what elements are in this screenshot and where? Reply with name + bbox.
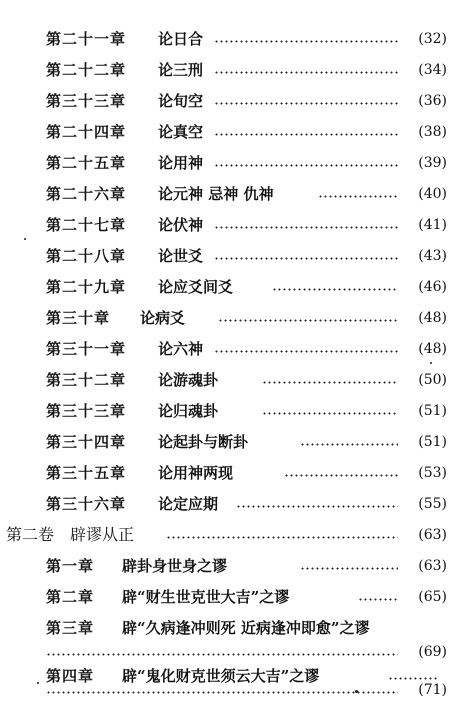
- chapter-title: 论三刑: [158, 61, 204, 79]
- chapter-title: 论游魂卦: [158, 371, 219, 389]
- chapter-title: 辟卦身世身之谬: [122, 557, 228, 575]
- toc-row: [0, 551, 469, 575]
- chapter-number: 第三十五章: [46, 464, 127, 482]
- page-number: (53): [418, 465, 447, 481]
- chapter-title: 辟“财生世克世大吉”之谬: [122, 588, 290, 606]
- chapter-title: 论六神: [158, 340, 204, 358]
- toc-row: [0, 117, 469, 141]
- chapter-number: 第二十二章: [46, 61, 127, 79]
- chapter-number: 第二十八章: [46, 247, 127, 265]
- dot-leader: [214, 350, 398, 353]
- chapter-number: 第二十五章: [46, 154, 127, 172]
- dot-leader: [262, 412, 398, 415]
- dot-leader: [272, 288, 398, 291]
- page-number: (41): [418, 217, 447, 233]
- toc-row: [0, 24, 469, 48]
- dot-leader: [236, 505, 398, 508]
- page-number: (55): [418, 496, 447, 512]
- toc-row-continuation: [0, 637, 469, 661]
- toc-row: [0, 179, 469, 203]
- page-number: (32): [418, 31, 447, 47]
- page-number: (65): [418, 589, 447, 605]
- chapter-title: 论用神两现: [158, 464, 234, 482]
- toc-row: [0, 303, 469, 327]
- chapter-title: 论元神 忌神 仇神: [158, 185, 274, 203]
- chapter-title: 论旬空: [158, 92, 204, 110]
- toc-row: [0, 55, 469, 79]
- page-number: (71): [418, 682, 447, 698]
- scan-speck: [24, 238, 26, 240]
- dot-leader: [318, 195, 398, 198]
- dot-leader: [214, 102, 398, 105]
- dot-leader: [214, 226, 398, 229]
- dot-leader: [214, 164, 398, 167]
- chapter-number: 第四章: [46, 667, 95, 685]
- scan-speck: [355, 690, 358, 693]
- dot-leader: [218, 319, 398, 322]
- volume-heading: [0, 520, 469, 544]
- toc-row: [0, 365, 469, 389]
- scan-speck: [37, 682, 39, 684]
- chapter-title: 辟“久病逢冲则死 近病逢冲即愈”之谬: [122, 619, 370, 637]
- page-number: (48): [418, 310, 447, 326]
- dot-leader: [358, 598, 398, 601]
- chapter-title: 论病爻: [140, 309, 186, 327]
- chapter-number: 第二十六章: [46, 185, 127, 203]
- chapter-number: 第二十一章: [46, 30, 127, 48]
- chapter-title: 论世爻: [158, 247, 204, 265]
- chapter-number: 第三十三章: [46, 92, 127, 110]
- chapter-number: 第三十四章: [46, 433, 127, 451]
- page-number: (40): [418, 186, 447, 202]
- page-number: (63): [418, 558, 447, 574]
- toc-row: [0, 458, 469, 482]
- dot-leader: [214, 133, 398, 136]
- dot-leader: [214, 257, 398, 260]
- page-number: (69): [418, 644, 447, 660]
- chapter-number: 第三十六章: [46, 495, 127, 513]
- page-number: (51): [418, 434, 447, 450]
- volume-title: 第二卷 辟谬从正: [6, 525, 135, 544]
- chapter-title: 论日合: [158, 30, 204, 48]
- chapter-title: 论应爻间爻: [158, 278, 234, 296]
- chapter-title: 论真空: [158, 123, 204, 141]
- dot-leader: [214, 71, 398, 74]
- page-number: (48): [418, 341, 447, 357]
- toc-row: [0, 210, 469, 234]
- chapter-number: 第三十一章: [46, 340, 127, 358]
- chapter-title: 论归魂卦: [158, 402, 219, 420]
- toc-row: [0, 272, 469, 296]
- chapter-number: 第二十九章: [46, 278, 127, 296]
- dot-leader: [166, 536, 398, 539]
- chapter-title: 论起卦与断卦: [158, 433, 249, 451]
- chapter-title: 论用神: [158, 154, 204, 172]
- toc-row: [0, 582, 469, 606]
- dot-leader: [284, 474, 398, 477]
- page-number: (50): [418, 372, 447, 388]
- chapter-title: 辟“鬼化财克世须云大吉”之谬: [122, 667, 320, 685]
- page-number: (38): [418, 124, 447, 140]
- toc-row: [0, 148, 469, 172]
- toc-row: [0, 489, 469, 513]
- scan-speck: [430, 362, 432, 364]
- toc-row: [0, 613, 469, 637]
- toc-row: [0, 396, 469, 420]
- chapter-number: 第三十三章: [46, 402, 127, 420]
- chapter-title: 论定应期: [158, 495, 219, 513]
- toc-row: [0, 241, 469, 265]
- page-number: (43): [418, 248, 447, 264]
- chapter-number: 第二章: [46, 588, 95, 606]
- dot-leader: [262, 381, 398, 384]
- dot-leader: [300, 443, 398, 446]
- toc-row: [0, 334, 469, 358]
- chapter-number: 第三十二章: [46, 371, 127, 389]
- dot-leader: [300, 567, 398, 570]
- page-number: (46): [418, 279, 447, 295]
- chapter-number: 第二十四章: [46, 123, 127, 141]
- dot-leader: [214, 40, 398, 43]
- toc-row-continuation: [0, 679, 469, 699]
- chapter-number: 第三十章: [46, 309, 111, 327]
- page-number: (63): [418, 527, 447, 543]
- chapter-number: 第一章: [46, 557, 95, 575]
- page-number: (39): [418, 155, 447, 171]
- toc-row: [0, 86, 469, 110]
- dot-leader: [46, 653, 398, 656]
- page-number: (34): [418, 62, 447, 78]
- chapter-title: 论伏神: [158, 216, 204, 234]
- chapter-number: 第三章: [46, 619, 95, 637]
- page-number: (36): [418, 93, 447, 109]
- chapter-number: 第二十七章: [46, 216, 127, 234]
- toc-row: [0, 427, 469, 451]
- page-number: (51): [418, 403, 447, 419]
- dot-leader: [46, 691, 398, 694]
